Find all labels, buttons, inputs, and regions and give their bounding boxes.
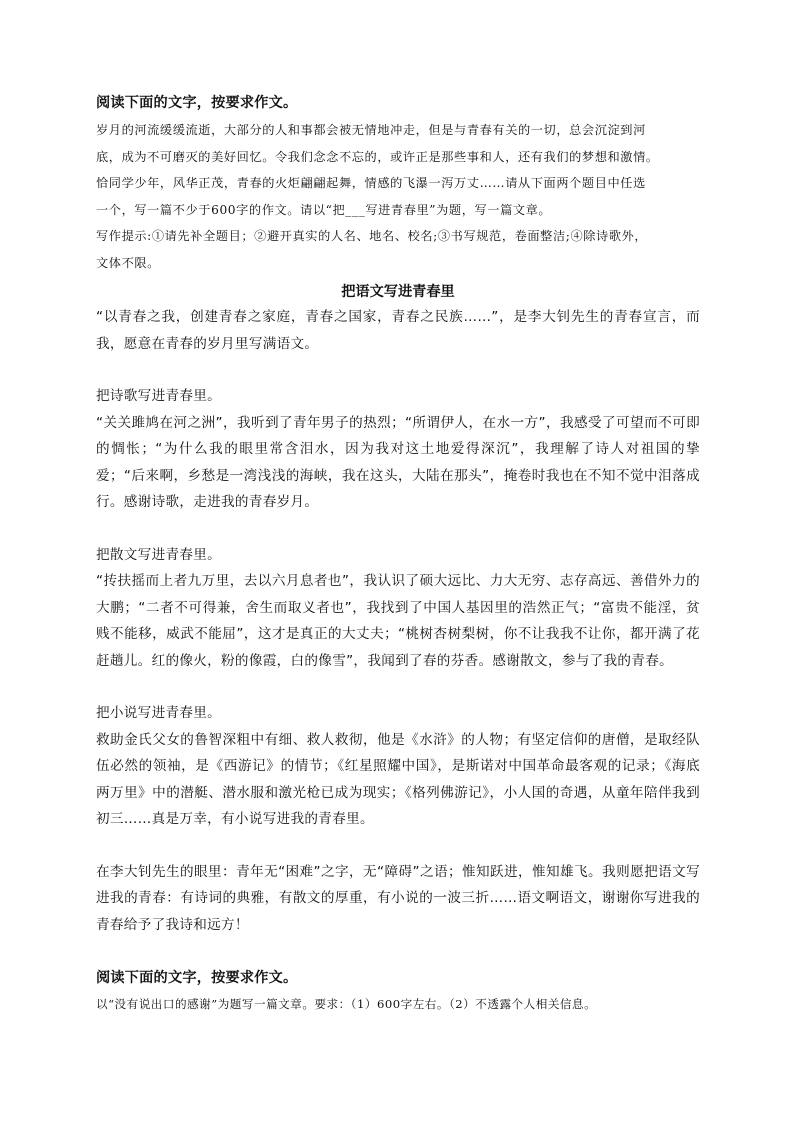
task1-heading: 阅读下面的文字，按要求作文。 [96,95,298,111]
paragraph-gap [96,516,700,542]
essay-title: 把语文写进青春里 [341,284,455,300]
task1-prompt-line-1: 岁月的河流缓缓流逝，大部分的人和事都会被无情地冲走，但是与青春有关的一切，总会沉淀到河 [96,123,646,137]
task2-prompt: 以“没有说出口的感谢”为题写一篇文章。要求：（1）600字左右。（2）不透露个人相关信息。 [96,997,597,1011]
writing-tips [96,223,700,276]
task1-prompt-line-2: 底，成为不可磨灭的美好回忆。令我们念念不忘的，或许正是那些事和人，还有我们的梦想和激情。 [96,149,659,164]
paragraph-gap [96,357,700,383]
paragraph-gap [96,938,700,964]
essay-intro: “以青春之我，创建青春之家庭，青春之国家，青春之民族……”，是李大钊先生的青春宣言，而我，愿意在青春的岁月里写满语文。 [96,309,700,352]
writing-tips-line-2: 文体不限。 [96,255,160,270]
task2-heading: 阅读下面的文字，按要求作文。 [96,970,298,986]
task1-prompt-line-3: 恰同学少年，风华正茂，青春的火炬翩翩起舞，情感的飞瀑一泻万丈……请从下面两个题目中任选 [96,176,646,190]
novel-heading: 把小说写进青春里。 [96,705,222,721]
paragraph-gap [96,674,700,700]
writing-tips-line-1: 写作提示:①请先补全题目；②避开真实的人名、地名、校名;③书写规范，卷面整洁;④除诗歌外， [96,229,648,243]
prose-paragraph: “抟扶摇而上者九万里，去以六月息者也”，我认识了硕大远比、力大无穷、志存高远、善借外力的大鹏；“二者不可得兼，舍生而取义者也”，我找到了中国人基因里的浩然正气；“富贵不能淫，贫贱不能移，威武不能屈”，这才是真正的大丈夫；“桃树杏树梨树，你不让我我不让你，都开满了花赶趟儿。红的像火，粉的像霞，白的像雪”，我闻到了春的芬香。感谢散文，参与了我的青春。 [96,573,700,669]
novel-paragraph: 救助金氏父女的鲁智深粗中有细、救人救彻，他是《水浒》的人物；有坚定信仰的唐僧，是取经队伍必然的领袖，是《西游记》的情节；《红星照耀中国》，是斯诺对中国革命最客观的记录；《海底两万里》中的潜艇、潜水服和激光枪已成为现实；《格列佛游记》，小人国的奇遇，从童年陪伴我到初三……真是万幸，有小说写进我的青春里。 [96,731,700,827]
essay-conclusion: 在李大钊先生的眼里：青年无“困难”之字，无“障碍”之语；惟知跃进，惟知雄飞。我则愿把语文写进我的青春：有诗词的典雅，有散文的厚重，有小说的一波三折……语文啊语文，谢谢你写进我的青春给予了我诗和远方！ [96,863,700,933]
task1-prompt-line-4: 一个，写一篇不少于600字的作文。请以“把___写进青春里”为题，写一篇文章。 [96,202,552,217]
essay-body [96,304,700,964]
prose-heading: 把散文写进青春里。 [96,546,222,563]
paragraph-gap [96,833,700,859]
poetry-paragraph: “关关雎鸠在河之洲”，我听到了青年男子的热烈；“所谓伊人，在水一方”，我感受了可望而不可即的惆怅；“为什么我的眼里常含泪水，因为我对这土地爱得深沉”，我理解了诗人对祖国的挚爱；“后来啊，乡愁是一湾浅浅的海峡，我在这头，大陆在那头”，掩卷时我也在不知不觉中泪落成行。感谢诗歌，走进我的青春岁月。 [96,414,700,510]
task1-prompt [96,117,700,223]
document-page [96,93,700,1016]
poetry-heading: 把诗歌写进青春里。 [96,388,222,404]
